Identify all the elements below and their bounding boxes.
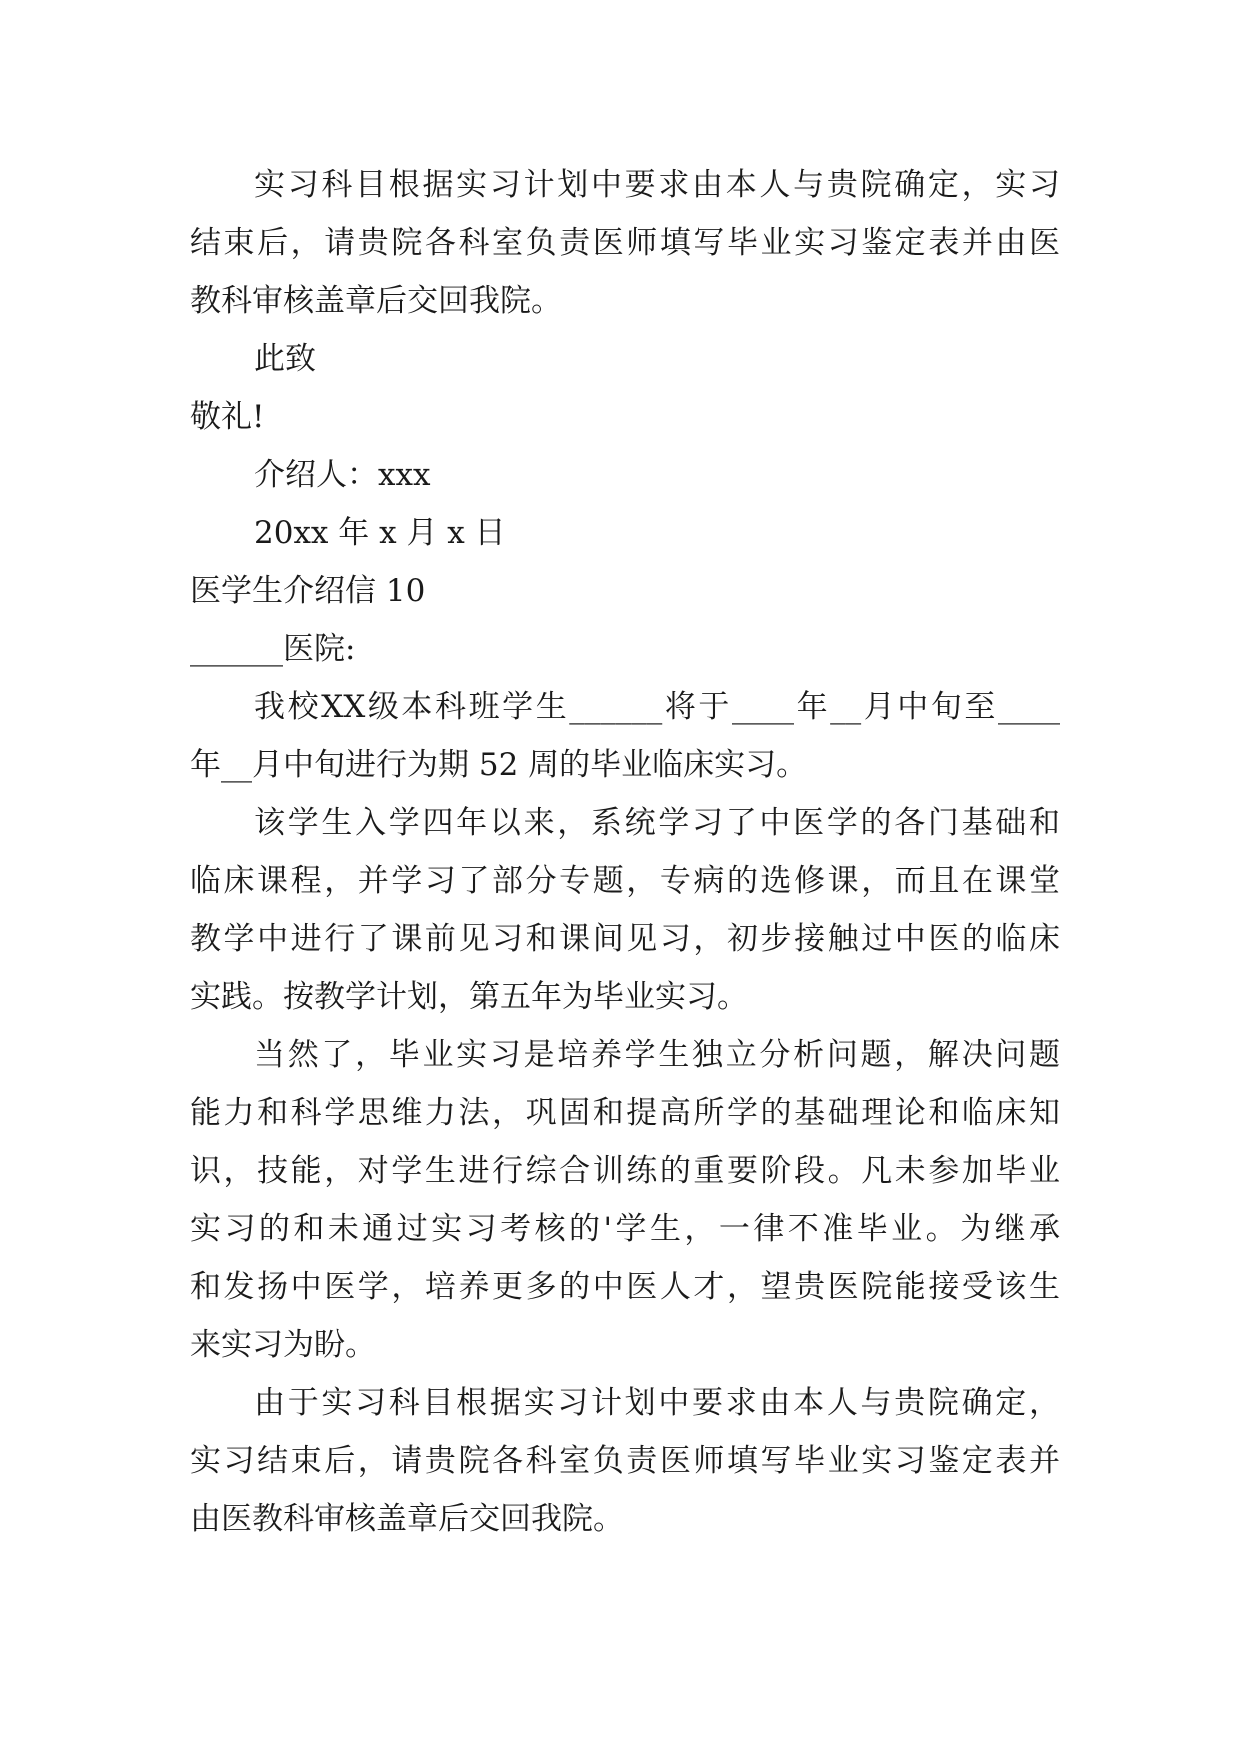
paragraph-line: 临床课程，并学习了部分专题，专病的选修课，而且在课堂 [190, 863, 1060, 899]
recipient-line: ______医院: [190, 631, 356, 667]
paragraph-line: 该学生入学四年以来，系统学习了中医学的各门基础和 [254, 805, 1060, 841]
paragraph-line: 当然了，毕业实习是培养学生独立分析问题，解决问题 [254, 1037, 1060, 1073]
paragraph-line: 由医教科审核盖章后交回我院。 [190, 1501, 624, 1537]
paragraph-line: 教科审核盖章后交回我院。 [190, 283, 562, 319]
introducer-line: 介绍人：xxx [254, 457, 431, 493]
section-title: 医学生介绍信 10 [190, 573, 426, 609]
paragraph-line: 实习的和未通过实习考核的'学生，一律不准毕业。为继承 [190, 1211, 1060, 1247]
date-line: 20xx 年 x 月 x 日 [254, 515, 506, 551]
paragraph-line: 来实习为盼。 [190, 1327, 376, 1363]
paragraph-line: 实践。按教学计划，第五年为毕业实习。 [190, 979, 748, 1015]
closing-salutation: 此致 [254, 341, 316, 377]
paragraph-line: 和发扬中医学，培养更多的中医人才，望贵医院能接受该生 [190, 1269, 1060, 1305]
paragraph-line: 教学中进行了课前见习和课间见习，初步接触过中医的临床 [190, 921, 1060, 957]
paragraph-line: 年__月中旬进行为期 52 周的毕业临床实习。 [190, 747, 808, 783]
closing-respect: 敬礼! [190, 399, 265, 435]
paragraph-line: 实习结束后，请贵院各科室负责医师填写毕业实习鉴定表并 [190, 1443, 1060, 1479]
paragraph-line: 我校XX级本科班学生______将于____年__月中旬至____ [254, 689, 1060, 725]
paragraph-line: 能力和科学思维力法，巩固和提高所学的基础理论和临床知 [190, 1095, 1060, 1131]
paragraph-line: 由于实习科目根据实习计划中要求由本人与贵院确定， [254, 1385, 1060, 1421]
paragraph-line: 实习科目根据实习计划中要求由本人与贵院确定，实习 [254, 167, 1060, 203]
paragraph-line: 结束后，请贵院各科室负责医师填写毕业实习鉴定表并由医 [190, 225, 1060, 261]
paragraph-line: 识，技能，对学生进行综合训练的重要阶段。凡未参加毕业 [190, 1153, 1060, 1189]
